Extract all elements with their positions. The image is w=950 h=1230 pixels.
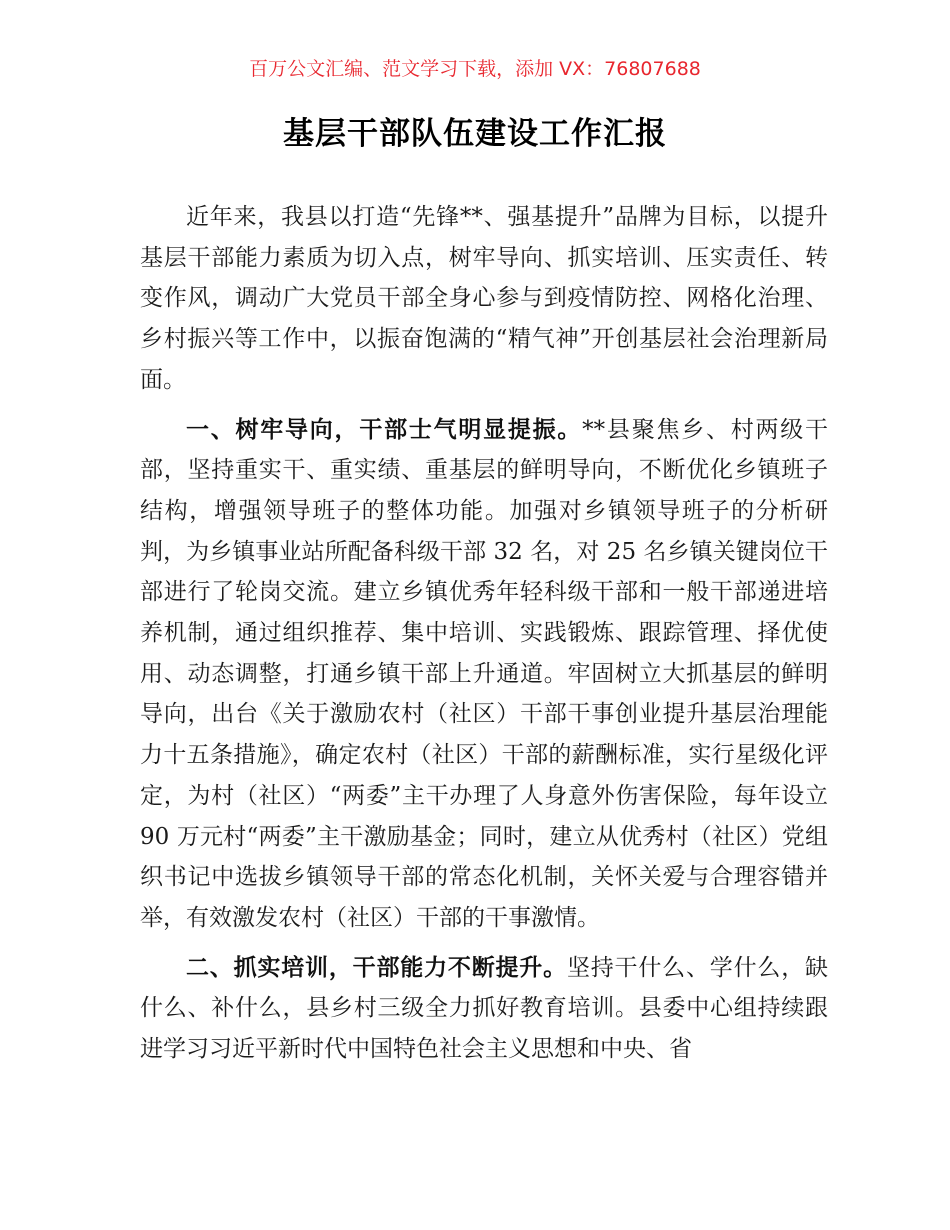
promo-banner: 百万公文汇编、范文学习下载，添加 VX：76807688 <box>249 58 701 80</box>
document-body <box>140 197 828 1070</box>
paragraph-text: 近年来，我县以打造“先锋**、强基提升”品牌为目标，以提升基层干部能力素质为切入点，树牢导向、抓实培训、压实责任、转变作风，调动广大党员干部全身心参与到疫情防控、网格化治理、乡村振兴等工作中，以振奋饱满的“精气神”开创基层社会治理新局面。 <box>140 204 828 393</box>
paragraph-heading: 一、树牢导向，干部士气明显提振。 <box>186 415 583 443</box>
paragraph-heading: 二、抓实培训，干部能力不断提升。 <box>186 953 567 981</box>
paragraph-section-1 <box>140 410 828 939</box>
paragraph-section-2 <box>140 948 828 1070</box>
paragraph-text: **县聚焦乡、村两级干部，坚持重实干、重实绩、重基层的鲜明导向，不断优化乡镇班子结构，增强领导班子的整体功能。加强对乡镇领导班子的分析研判，为乡镇事业站所配备科级干部 32 名，对 25 名乡镇关键岗位干部进行了轮岗交流。建立乡镇优秀年轻科级干部和一般干部递进培养机制，通过组织推荐、集中培训、实践锻炼、跟踪管理、择优使用、动态调整，打通乡镇干部上升通道。牢固树立大抓基层的鲜明导向，出台《关于激励农村（社区）干部干事创业提升基层治理能力十五条措施》，确定农村（社区）干部的薪酬标准，实行星级化评定，为村（社区）“两委”主干办理了人身意外伤害保险，每年设立 90 万元村“两委”主干激励基金；同时，建立从优秀村（社区）党组织书记中选拔乡镇领导干部的常态化机制，关怀关爱与合理容错并举，有效激发农村（社区）干部的干事激情。 <box>140 416 829 931</box>
paragraph-intro <box>140 197 828 401</box>
document-title: 基层干部队伍建设工作汇报 <box>283 116 667 152</box>
paragraph-text: 坚持干什么、学什么，缺什么、补什么，县乡村三级全力抓好教育培训。县委中心组持续跟进学习习近平新时代中国特色社会主义思想和中央、省 <box>140 954 829 1063</box>
